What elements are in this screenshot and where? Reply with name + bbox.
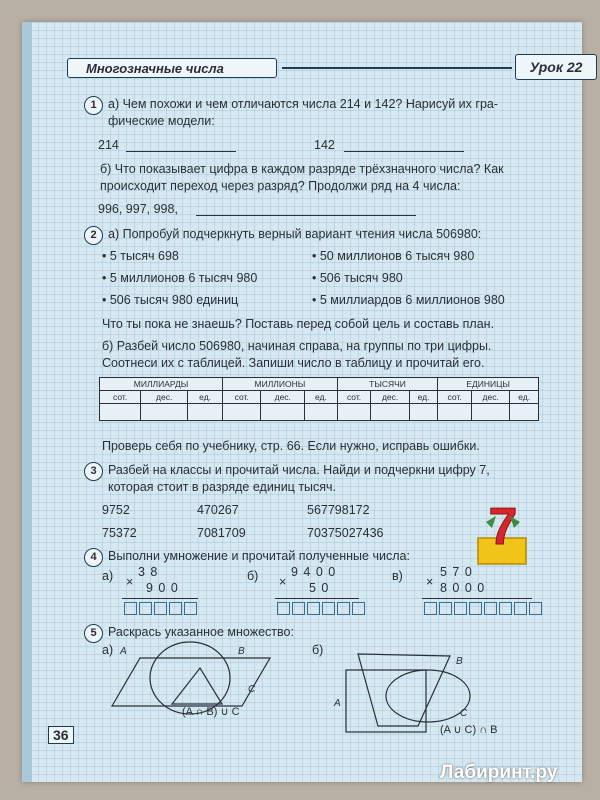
col-ones: ед. [188,391,223,404]
task5-label-a: а) [102,643,114,657]
set-triangle [172,668,222,704]
set-label-c: C [248,684,256,695]
reading-option[interactable]: • 506 тысяч 980 единиц [102,293,239,307]
col-hundreds: сот. [337,391,371,404]
expression-a: (A ∩ B) ∪ C [182,706,240,718]
task5-text: Раскрась указанное множество: [108,625,294,639]
task-number-3: 3 [84,462,103,481]
task3-number: 70375027436 [307,526,384,540]
col-ones: ед. [510,391,539,404]
task1-a-line2: фические модели: [108,114,215,128]
task1-a-line1: а) Чем похожи и чем отличаются числа 214 и 142? Нарисуй их гра- [108,97,499,111]
result-line-a [122,598,198,599]
task2-b-line1: б) Разбей число 506980, начиная справа, на группы по три цифры. [102,339,492,353]
task1-number-214: 214 [98,138,119,152]
set-label-a: A [120,646,127,657]
task3-number: 470267 [197,503,239,517]
col-tens: дес. [371,391,409,404]
table-subheader-row [100,391,539,404]
task3-number: 567798172 [307,503,370,517]
lesson-label: Урок 22 [515,54,597,80]
multiplicand-a: 3 8 [138,565,159,579]
multiplicand-b: 9 4 0 0 [291,565,337,579]
reading-option[interactable]: • 5 миллиардов 6 миллионов 980 [312,293,505,307]
reading-option[interactable]: • 50 миллионов 6 тысяч 980 [312,249,475,263]
answer-line-142[interactable] [344,151,464,152]
col-hundreds: сот. [223,391,261,404]
task1-b-line1: б) Что показывает цифра в каждом разряде трёхзначного числа? Как [100,162,504,176]
answer-boxes-c[interactable] [424,602,544,620]
result-line-c [422,598,532,599]
col-tens: дес. [261,391,305,404]
col-tens: дес. [472,391,510,404]
table-header-row [100,378,539,391]
multiplier-c: 8 0 0 0 [440,581,486,595]
workbook-page [22,22,582,782]
number-classes-table [99,377,539,421]
col-group-thousands: ТЫСЯЧИ [337,378,438,391]
task4-text: Выполни умножение и прочитай полученные числа: [108,549,410,563]
expression-b: (A ∪ C) ∩ B [440,724,498,736]
set-label-b: B [456,656,463,667]
col-group-units: ЕДИНИЦЫ [438,378,539,391]
label-a: а) [102,569,114,583]
task3-line1: Разбей на классы и прочитай числа. Найди и подчеркни цифру 7, [108,463,490,477]
mascot-digit: 7 [488,498,518,556]
col-tens: дес. [141,391,188,404]
reading-option[interactable]: • 5 тысяч 698 [102,249,179,263]
task-number-5: 5 [84,624,103,643]
col-ones: ед. [305,391,338,404]
reading-option[interactable]: • 5 миллионов 6 тысяч 980 [102,271,258,285]
col-hundreds: сот. [100,391,141,404]
task1-b-line2: происходит переход через разряд? Продолжи ряд на 4 числа: [100,179,461,193]
answer-line-214[interactable] [126,151,236,152]
task2-b-line2: Соотнеси их с таблицей. Запиши число в таблицу и прочитай его. [102,356,485,370]
set-rectangle [346,670,426,732]
header-rule [282,67,512,69]
set-ellipse [386,670,470,722]
label-c: в) [392,569,403,583]
page-number: 36 [48,726,74,744]
page-spine [22,22,32,782]
reading-option[interactable]: • 506 тысяч 980 [312,271,403,285]
task3-number: 7081709 [197,526,246,540]
task2-plan-text: Что ты пока не знаешь? Поставь перед собой цель и составь план. [102,317,495,331]
multiplier-a: 9 0 0 [146,581,179,595]
task5-label-b: б) [312,643,324,657]
multiplier-b: 5 0 [309,581,330,595]
set-label-a: A [334,698,341,709]
task2-a-text: а) Попробуй подчеркнуть верный вариант чтения числа 506980: [108,227,482,241]
page-header [67,54,583,80]
set-parallelogram [112,658,270,706]
label-b: б) [247,569,259,583]
task-number-1: 1 [84,96,103,115]
topic-title: Многозначные числа [67,58,277,78]
task-number-4: 4 [84,548,103,567]
task3-line2: которая стоит в разряде единиц тысяч. [108,480,337,494]
task3-number: 9752 [102,503,130,517]
task2-check-text: Проверь себя по учебнику, стр. 66. Если нужно, исправь ошибки. [102,439,480,453]
task-number-2: 2 [84,226,103,245]
answer-line-series[interactable] [196,215,416,216]
table-answer-row[interactable] [100,404,539,421]
times-sign: × [126,575,134,589]
times-sign: × [279,575,287,589]
task1-series: 996, 997, 998, [98,202,178,216]
col-hundreds: сот. [438,391,472,404]
answer-boxes-b[interactable] [277,602,367,620]
mascot-seven-icon [472,492,534,570]
times-sign: × [426,575,434,589]
result-line-b [275,598,359,599]
task3-number: 75372 [102,526,137,540]
set-trapezoid [358,654,450,726]
col-group-millions: МИЛЛИОНЫ [223,378,338,391]
watermark-logo: Лабиринт.ру [440,762,558,783]
col-ones: ед. [409,391,438,404]
col-group-billions: МИЛЛИАРДЫ [100,378,223,391]
multiplicand-c: 5 7 0 [440,565,473,579]
set-label-b: B [238,646,245,657]
task1-number-142: 142 [314,138,335,152]
answer-boxes-a[interactable] [124,602,199,620]
set-label-c: C [460,708,468,719]
